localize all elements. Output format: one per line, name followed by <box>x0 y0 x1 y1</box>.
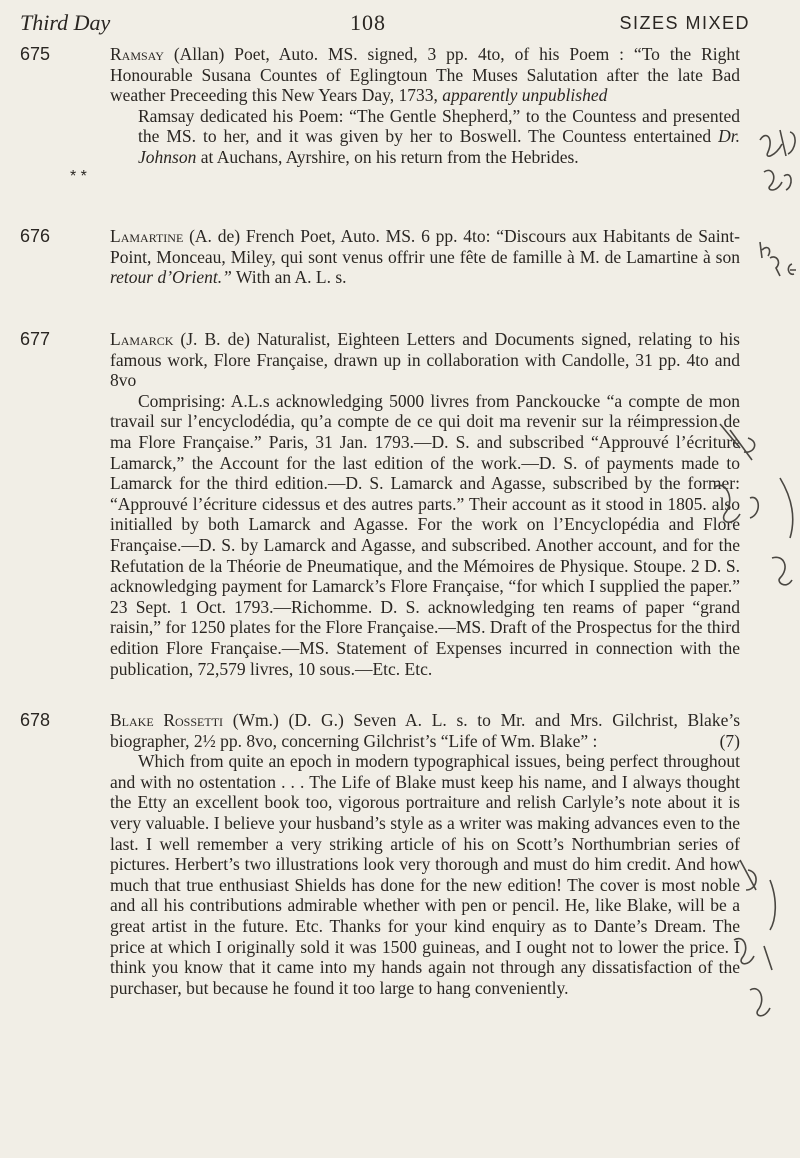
lot-author: Lamarck <box>110 329 174 349</box>
pencil-price-677 <box>700 418 800 618</box>
page-header <box>20 10 750 40</box>
lot-author: Ramsay <box>110 44 164 64</box>
lot-number: 677 <box>20 329 51 349</box>
header-section-title: Third Day <box>20 10 111 35</box>
lot-675 <box>20 44 740 168</box>
header-sizes-label: SIZES MIXED <box>619 13 750 33</box>
lot-677 <box>20 329 740 679</box>
asterisk-marker: * * <box>70 168 87 185</box>
lot-number: 675 <box>20 44 51 64</box>
pencil-price-675 <box>752 120 800 210</box>
lot-676 <box>20 226 740 288</box>
lot-number: 678 <box>20 710 51 730</box>
lot-description: Lamarck (J. B. de) Naturalist, Eighteen Letters and Documents signed, relating to his famous work, Flore Française, drawn up in collaboration with Candolle, 31 pp. 4to and 8vo Comprising: A.L.s acknowledging 5000 livres from Panckoucke “a compte de mon travail sur l’encyclodédia, qu’a compte de ce qui doit ma revenir sur la réimpression de ma Flore Française.” Paris, 31 Jan. 1793.—D. S. and subscribed “Approuvé l’écriture Lamarck,” the Account for the last edition of the work.—D. S. of payments made to Lamarck for the third edition.—D. S. Lamarck and Agasse, subscribed by the former: “Approuvé l’écriture cidessus et des autres parts.” Their account as it stood in 1805. also initialled by both Lamarck and Agasse. For the work on l’Encyclopédia and Flore Française.—D. S. by Lamarck and Agasse, and subscribed. Another account, and for the Refutation de la Théorie de Pneumatique, and the Mémoires de Physique. Stoupe. 2 D. S. acknowledging payment for Lamarck’s Flore Française, “for which I supplied the paper.” 23 Sept. 1 Oct. 1793.—Richomme. D. S. acknowledging ten reams of paper “grand raisin,” for 1250 plates for the Flore Française.—MS. Draft of the Prospectus for the third edition Flore Française.—MS. Statement of Expenses incurred in connection with the publication, 72,579 livres, 10 sous.—Etc. Etc. <box>110 329 740 679</box>
lot-description: Ramsay (Allan) Poet, Auto. MS. signed, 3 pp. 4to, of his Poem : “To the Right Honourable Susana Countes of Eglingtoun The Muses Salutation after the late Bad weather Preceeding this New Years Day, 1733, apparently unpublished Ramsay dedicated his Poem: “The Gentle Shepherd,” to the Countess and presented the MS. to her, and it was given by her to Boswell. The Countess entertained Dr. Johnson at Auchans, Ayrshire, on his return from the Hebrides. <box>110 44 741 167</box>
lot-author: Lamartine <box>110 226 184 246</box>
page-number: 108 <box>350 10 386 35</box>
lot-author: Blake <box>110 710 154 730</box>
lot-number: 676 <box>20 226 51 246</box>
pencil-price-676 <box>752 236 800 296</box>
lot-description: Blake Rossetti (Wm.) (D. G.) Seven A. L. s. to Mr. and Mrs. Gilchrist, Blake’s biographer, 2½ pp. 8vo, concerning Gilchrist’s “Life of Wm. Blake” : (7) Which from quite an epoch in modern typographical issues, being perfect throughout and with no ostentation . . . The Life of Blake must keep his name, and I always thought the Etty an excellent book too, vigorous portraiture and relish Carlyle’s note about it is very valuable. I believe your husband’s style as a writer was making advances even to the last. I well remember a very striking article of his on Scott’s Northumbrian series of pictures. Herbert’s two illustrations look very thorough and must do him credit. And how much that true enthusiast Shields has done for the new edition! The cover is most noble and all his contributions admirable whether with pen or pencil. He, like Blake, will be a great artist in the future. Etc. Thanks for your kind enquiry as to Dante’s Dream. The price at which I originally sold it was 1500 guineas, and I ought not to lower the price. I think you know that it came into my hands again not through any dissatisfaction of the purchaser, but because he found it too large to hang conveniently. <box>110 710 741 998</box>
lot-description: Lamartine (A. de) French Poet, Auto. MS. 6 pp. 4to: “Discours aux Habitants de Saint-Point, Monceau, Miley, qui sont venus offrir une fête de famille à M. de Lamartine à son retour d’Orient.” With an A. L. s. <box>110 226 740 288</box>
lot-678 <box>20 710 740 998</box>
pencil-price-678 <box>720 850 800 1040</box>
lot-author-2: Rossetti <box>163 710 224 730</box>
